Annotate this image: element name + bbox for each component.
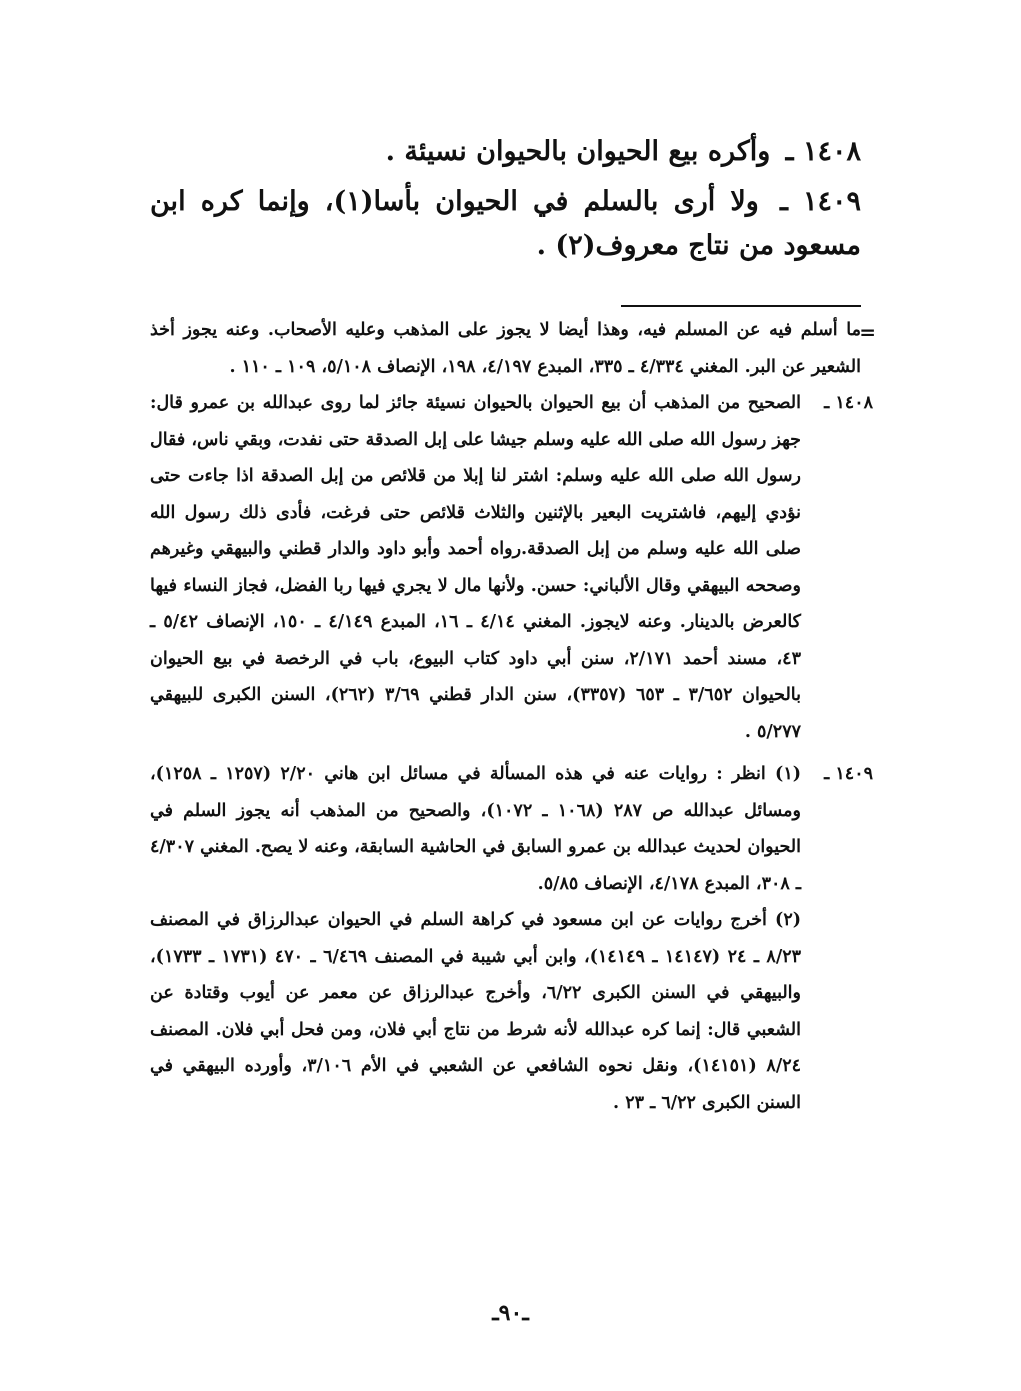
footnote-text: (٢) أخرج روايات عن ابن مسعود في كراهة السلم في الحيوان عبدالرزاق في المصنف ٨/٢٣ ـ ٢٤ (١٤١٤٧ ـ ١٤١٤٩)، وابن أبي شيبة في المصنف ٦/٤٦٩ ـ ٤٧٠ (١٧٣١ ـ ١٧٣٣)، والبيهقي في السنن الكبرى ٦/٢٢، وأخرج عبدالرزاق عن معمر عن أيوب وقتادة عن الشعبي قال: إنما كره عبدالله لأنه شرط من نتاج أبي فلان، ومن فحل أبي فلان. المصنف ٨/٢٤ (١٤١٥١)، ونقل نحوه الشافعي عن الشعبي في الأم ٣/١٠٦، وأورده البيهقي في السنن الكبرى ٦/٢٢ ـ ٢٣ . <box>150 910 802 1113</box>
entry-text: ولا أرى بالسلم في الحيوان بأسا(١)، وإنما كره ابن مسعود من نتاج معروف(٢) . <box>150 186 861 261</box>
footnote-number: ١٤٠٩ ـ <box>824 764 873 784</box>
footnote-text: (١) انظر : روايات عنه في هذه المسألة في مسائل ابن هاني ٢/٢٠ (١٢٥٧ ـ ١٢٥٨)، ومسائل عبدالله ص ٢٨٧ (١٠٦٨ ـ ١٠٧٢)، والصحيح من المذهب أنه يجوز السلم في الحيوان لحديث عبدالله بن عمرو السابق في الحاشية السابقة، وعنه لا يصح. المغني ٤/٣٠٧ ـ ٣٠٨، المبدع ٤/١٧٨، الإنصاف ٥/٨٥. <box>150 764 802 894</box>
entry-number: ١٤٠٩ ـ <box>779 186 862 217</box>
page-number: ـ٩٠ـ <box>492 1300 529 1326</box>
footnote-1409-1 <box>150 756 873 902</box>
footnote-separator <box>621 305 861 307</box>
entry-1408 <box>150 130 861 174</box>
entry-text: وأكره بيع الحيوان بالحيوان نسيئة . <box>385 136 771 167</box>
entry-1409 <box>150 180 861 268</box>
footnote-number: ١٤٠٨ ـ <box>824 393 873 413</box>
main-text <box>150 130 861 274</box>
footnotes <box>150 312 876 1121</box>
footnote-text: الصحيح من المذهب أن بيع الحيوان بالحيوان نسيئة جائز لما روى عبدالله بن عمرو قال: جهز رسول الله صلى الله عليه وسلم جيشا على إبل الصدقة حتى نفدت، وبقي ناس، فقال رسول الله صلى الله عليه وسلم: اشتر لنا إبلا من قلائص من إبل الصدقة اذا جاءت حتى نؤدي إليهم، فاشتريت البعير بالإثنين والثلاث قلائص حتى فرغت، فأدى ذلك رسول الله صلى الله عليه وسلم من إبل الصدقة.رواه أحمد وأبو داود والدار قطني والبيهقي وغيرهم وصححه البيهقي وقال الألباني: حسن. ولأنها مال لا يجري فيها ربا الفضل، فجاز النساء فيها كالعرض بالدينار. وعنه لايجوز. المغني ٤/١٤ ـ ١٦، المبدع ٤/١٤٩ ـ ١٥٠، الإنصاف ٥/٤٢ ـ ٤٣، مسند أحمد ٢/١٧١، سنن أبي داود كتاب البيوع، باب في الرخصة في بيع الحيوان بالحيوان ٣/٦٥٢ ـ ٦٥٣ (٣٣٥٧)، سنن الدار قطني ٣/٦٩ (٢٦٢)، السنن الكبرى للبيهقي ٥/٢٧٧ . <box>150 393 801 742</box>
footnote-text: ما أسلم فيه عن المسلم فيه، وهذا أيضا لا يجوز على المذهب وعليه الأصحاب. وعنه يجوز أخذ الشعير عن البر. المغني ٤/٣٣٤ ـ ٣٣٥، المبدع ٤/١٩٧، ١٩٨، الإنصاف ٥/١٠٨، ١٠٩ ـ ١١٠ . <box>150 320 861 377</box>
footnote-1408 <box>150 385 873 750</box>
footnote-continuation <box>150 312 876 385</box>
footnote-1409-2 <box>150 902 861 1121</box>
continuation-mark: = <box>859 320 876 344</box>
entry-number: ١٤٠٨ ـ <box>785 136 861 167</box>
